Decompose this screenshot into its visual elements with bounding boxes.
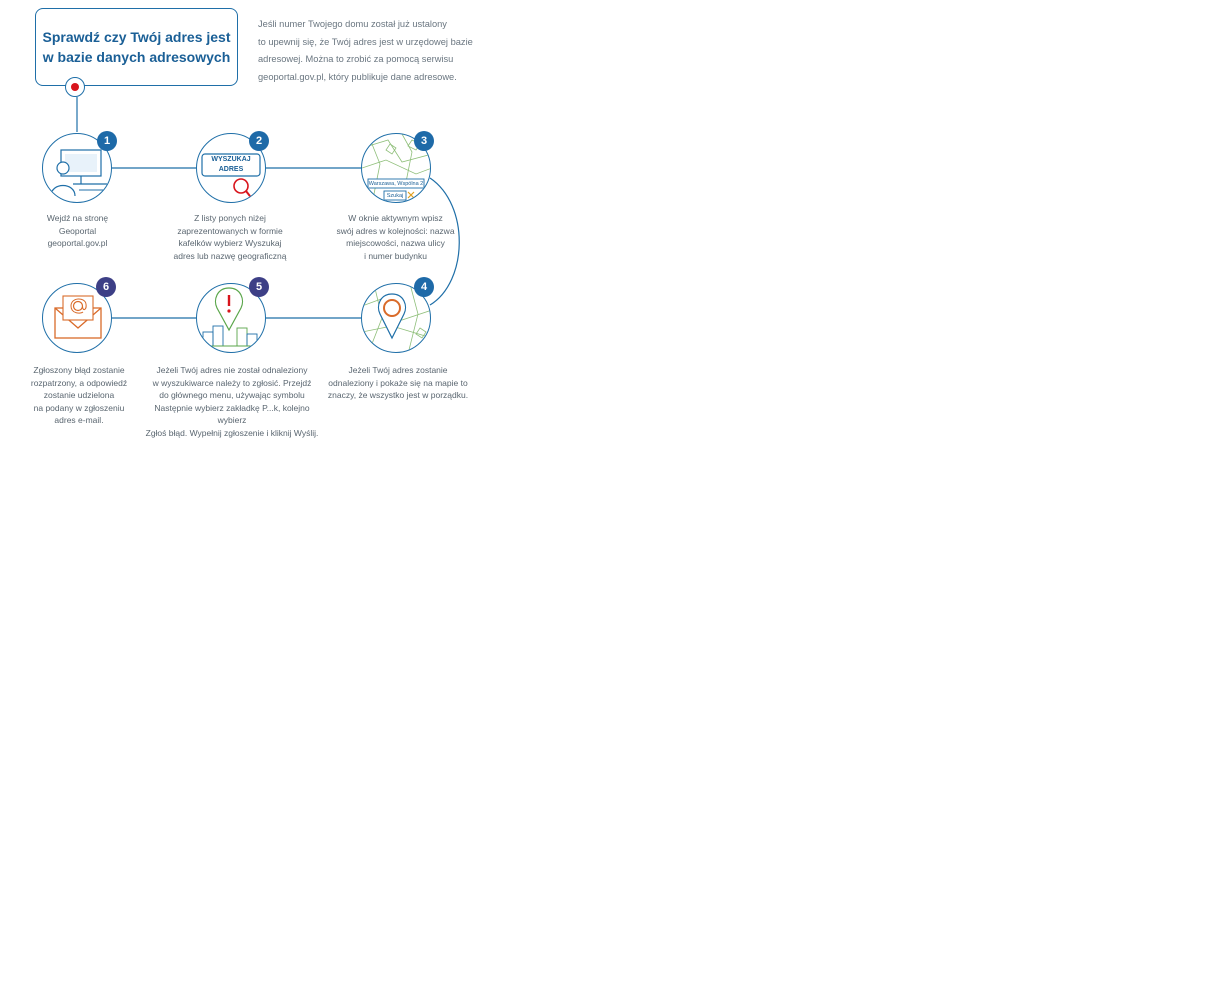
step-5-badge: 5 (249, 277, 269, 297)
step-6-caption: Zgłoszony błąd zostanie rozpatrzony, a odpowiedź zostanie udzielona na podany w zgłoszeniu adres e-mail. (30, 365, 128, 425)
step-4-caption: Jeżeli Twój adres zostanie odnaleziony i pokaże się na mapie to znaczy, że wszystko jest w porządku. (327, 365, 469, 400)
diagram-canvas (0, 0, 480, 440)
map-search-button: Szukaj (386, 193, 404, 199)
diagram-title: Sprawdź czy Twój adres jest w bazie danych adresowych (42, 29, 231, 65)
step-1-caption: Wejdź na stronę Geoportal geoportal.gov.pl (46, 213, 109, 248)
search-address-label: WYSZUKAJ ADRES (211, 156, 251, 173)
step-2-caption: Z listy ponych niżej zaprezentowanych w formie kafelków wybierz Wyszukaj adres lub nazwę geograficzną (173, 213, 287, 261)
intro-text: Jeśli numer Twojego domu został już ustalony to upewnij się, że Twój adres jest w urzędowej bazie adresowej. Można to zrobić za pomocą serwisu geoportal.gov.pl, który publikuje dane adresowe. (258, 19, 473, 82)
step-4-badge: 4 (414, 277, 434, 297)
step-1-badge: 1 (97, 131, 117, 151)
map-address-field: Warszawa, Wspólna 2 (368, 181, 424, 187)
title-marker-dot (65, 77, 85, 97)
step-3-caption: W oknie aktywnym wpisz swój adres w kolejności: nazwa miejscowości, nazwa ulicy i numer budynku (336, 213, 455, 261)
step-6-badge: 6 (96, 277, 116, 297)
title-box (35, 8, 238, 86)
step-3-badge: 3 (414, 131, 434, 151)
step-2-badge: 2 (249, 131, 269, 151)
step-5-caption: Jeżeli Twój adres nie został odnaleziony w wyszukiwarce należy to zgłosić. Przejdź do głównego menu, używając symbolu Następnie wybierz zakładkę P...k, kolejno wybierz Zgłoś błąd. Wypełnij zgłoszenie i kliknij Wyślij. (145, 365, 319, 438)
